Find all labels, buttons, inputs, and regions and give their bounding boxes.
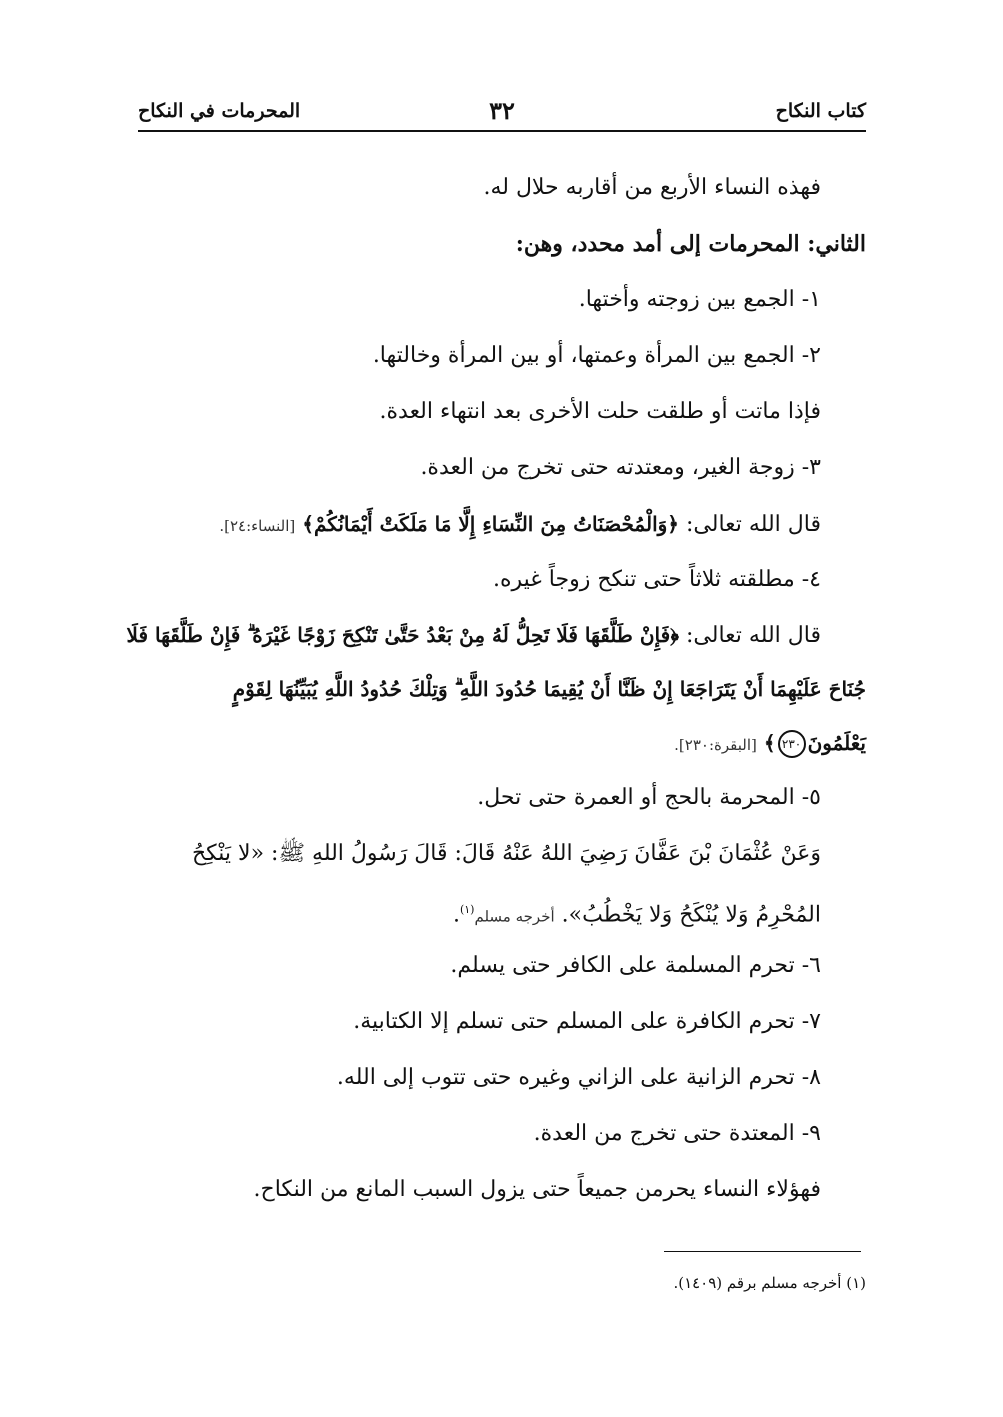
page-header: [138, 96, 866, 130]
hadith-continuation: المُحْرِمُ وَلا يُنْكَحُ وَلا يَخْطُبُ».: [561, 902, 821, 928]
chapter-title: المحرمات في النكاح: [138, 100, 301, 122]
paragraph: فهذه النساء الأربع من أقاربه حلال له.: [483, 175, 821, 200]
book-title: كتاب النكاح: [775, 100, 866, 122]
citation-intro: قال الله تعالى:: [686, 623, 821, 648]
list-item: ٥- المحرمة بالحج أو العمرة حتى تحل.: [477, 785, 821, 810]
header-rule: [138, 130, 866, 132]
quran-verse-line: [138, 662, 866, 716]
list-item: ٦- تحرم المسلمة على الكافر حتى يسلم.: [450, 953, 821, 978]
paragraph: فهؤلاء النساء يحرمن جميعاً حتى يزول السبب المانع من النكاح.: [253, 1177, 821, 1202]
quran-verse: يَعْلَمُونَ: [807, 731, 866, 755]
hadith-text: [138, 882, 866, 938]
ayah-number-marker: ٢٣٠: [778, 730, 806, 758]
hadith-text: وَعَنْ عُثْمَانَ بْنَ عَفَّانَ رَضِيَ اللهُ عَنْهُ قَالَ: قَالَ رَسُولُ اللهِ ﷺ: «لا يَنْكِحُ: [191, 841, 821, 866]
paragraph: فإذا ماتت أو طلقت حلت الأخرى بعد انتهاء العدة.: [379, 399, 821, 424]
footnote-marker: (١): [459, 903, 475, 916]
citation-intro: قال الله تعالى:: [686, 512, 821, 537]
verse-reference: [البقرة:٢٣٠].: [674, 736, 757, 754]
quran-citation: [138, 496, 866, 552]
list-item: ٢- الجمع بين المرأة وعمتها، أو بين المرأة وخالتها.: [372, 343, 821, 368]
list-item: ٩- المعتدة حتى تخرج من العدة.: [533, 1121, 821, 1146]
page-body: [126, 160, 866, 1218]
verse-reference: [النساء:٢٤].: [219, 517, 296, 535]
quran-verse: ﴿وَالْمُحْصَنَاتُ مِنَ النِّسَاءِ إِلَّا مَا مَلَكَتْ أَيْمَانُكُمْ﴾: [302, 512, 680, 536]
footnote-rule: [664, 1251, 861, 1252]
list-item: ٤- مطلقته ثلاثاً حتى تنكح زوجاً غيره.: [492, 567, 821, 592]
page-number: ٣٢: [489, 96, 515, 125]
section-heading: الثاني: المحرمات إلى أمد محدد، وهن:: [515, 231, 866, 257]
list-item: ٧- تحرم الكافرة على المسلم حتى تسلم إلا الكتابية.: [353, 1009, 821, 1034]
hadith-source: أخرجه مسلم: [474, 907, 555, 926]
quran-verse: ﴿فَإِنْ طَلَّقَهَا فَلَا تَحِلُّ لَهُ مِنْ بَعْدُ حَتَّىٰ تَنْكِحَ زَوْجًا غَيْرَهُ ۗ فَإِنْ طَلَّقَهَا فَلَا: [126, 623, 680, 647]
quran-close-bracket: ﴾: [763, 731, 776, 755]
sentence-end: .: [452, 902, 460, 928]
quran-verse-line: [138, 716, 866, 770]
quran-verse: جُنَاحَ عَلَيْهِمَا أَنْ يَتَرَاجَعَا إِنْ ظَنَّا أَنْ يُقِيمَا حُدُودَ اللَّهِ ۗ وَتِلْكَ حُدُودُ اللَّهِ يُبَيِّنُهَا لِقَوْمٍ: [232, 677, 866, 701]
footnote: (١) أخرجه مسلم برقم (١٤٠٩).: [673, 1274, 866, 1292]
list-item: ٨- تحرم الزانية على الزاني وغيره حتى تتوب إلى الله.: [336, 1065, 821, 1090]
list-item: ١- الجمع بين زوجته وأختها.: [578, 287, 821, 312]
list-item: ٣- زوجة الغير، ومعتدته حتى تخرج من العدة.: [420, 455, 821, 480]
quran-citation: [126, 608, 866, 662]
